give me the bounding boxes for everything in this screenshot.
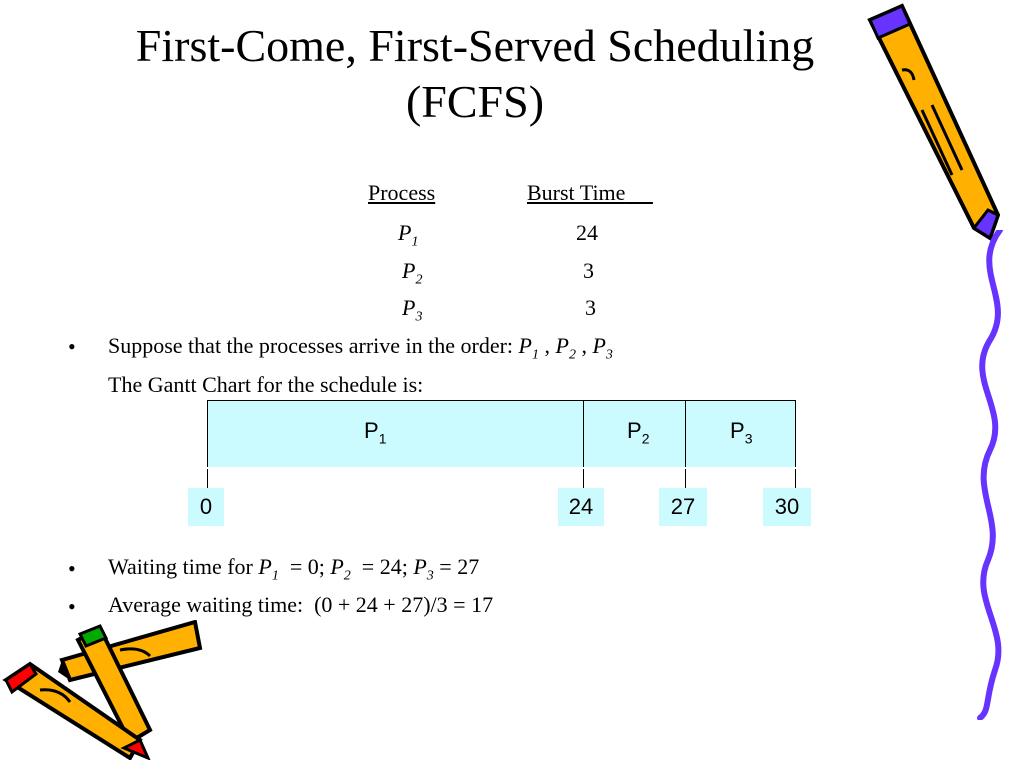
- gantt-tick-label: 27: [659, 488, 707, 526]
- gantt-tick-label: 24: [558, 488, 604, 526]
- row-process: [402, 258, 422, 288]
- process-letter: P: [398, 220, 412, 245]
- gantt-segment-label: [627, 418, 649, 446]
- proc-ref-sub: 1: [532, 347, 539, 363]
- seg-sub: 1: [378, 430, 387, 447]
- title-line-2: (FCFS): [405, 76, 545, 127]
- gantt-bottom-mask: [207, 467, 796, 469]
- bullet-line-2: The Gantt Chart for the schedule is:: [108, 372, 424, 398]
- gantt-leg: [207, 468, 208, 490]
- pencil-clipart-icon: [862, 0, 1002, 245]
- seg-sub: 2: [641, 430, 650, 447]
- proc-ref: P: [258, 554, 272, 579]
- separator: ,: [575, 333, 593, 358]
- bullet-waiting-time: [108, 552, 479, 591]
- bullet-arrival-order: [108, 331, 613, 400]
- bullet-text: Suppose that the processes arrive in the order:: [108, 333, 519, 358]
- seg-letter: P: [627, 418, 642, 443]
- value: = 27: [433, 554, 480, 579]
- slide-title: [40, 18, 910, 130]
- row-burst: 3: [585, 295, 596, 320]
- gantt-segment-label: [364, 418, 386, 446]
- process-sub: 1: [411, 234, 419, 250]
- proc-ref-sub: 2: [568, 347, 576, 363]
- proc-ref: P: [518, 333, 532, 358]
- process-letter: P: [402, 258, 416, 283]
- row-burst: 3: [583, 258, 594, 283]
- gantt-segment-label: [730, 418, 752, 446]
- proc-ref: P: [413, 554, 427, 579]
- bullet-line-1: [108, 331, 613, 370]
- gantt-tick-label: 0: [188, 488, 224, 526]
- gantt-leg: [795, 468, 796, 490]
- seg-sub: 3: [744, 430, 753, 447]
- value: = 24;: [350, 554, 414, 579]
- seg-letter: P: [364, 418, 379, 443]
- value: = 0;: [278, 554, 331, 579]
- bullet-marker: •: [68, 556, 76, 581]
- proc-ref-sub: 3: [426, 568, 434, 584]
- proc-ref: P: [330, 554, 344, 579]
- squiggle-line-icon: [960, 230, 1020, 720]
- row-process: [402, 295, 422, 325]
- bullet-marker: •: [68, 334, 76, 359]
- header-process: Process: [368, 180, 436, 205]
- process-letter: P: [402, 295, 416, 320]
- proc-ref: P: [592, 333, 606, 358]
- seg-letter: P: [730, 418, 745, 443]
- crossed-pencils-icon: [0, 620, 205, 760]
- proc-ref-sub: 1: [271, 568, 279, 584]
- gantt-divider: [685, 400, 686, 490]
- gantt-divider: [583, 400, 584, 490]
- process-sub: 2: [415, 272, 423, 288]
- gantt-tick-label: 30: [763, 488, 811, 526]
- gantt-chart: [207, 400, 796, 468]
- bullet-average-waiting: Average waiting time: (0 + 24 + 27)/3 = 17: [108, 592, 494, 617]
- process-sub: 3: [415, 309, 423, 325]
- proc-ref: P: [555, 333, 569, 358]
- proc-ref-sub: 3: [605, 347, 613, 363]
- proc-ref-sub: 2: [343, 568, 351, 584]
- bullet-marker: •: [68, 594, 76, 619]
- row-burst: 24: [576, 220, 598, 245]
- header-burst-time: [527, 180, 653, 206]
- title-line-1: First-Come, First-Served Scheduling: [135, 20, 815, 71]
- separator: ,: [539, 333, 556, 358]
- row-process: [398, 220, 418, 250]
- header-burst-time-label: Burst Time: [527, 180, 626, 205]
- bullet-text: Waiting time for: [108, 554, 259, 579]
